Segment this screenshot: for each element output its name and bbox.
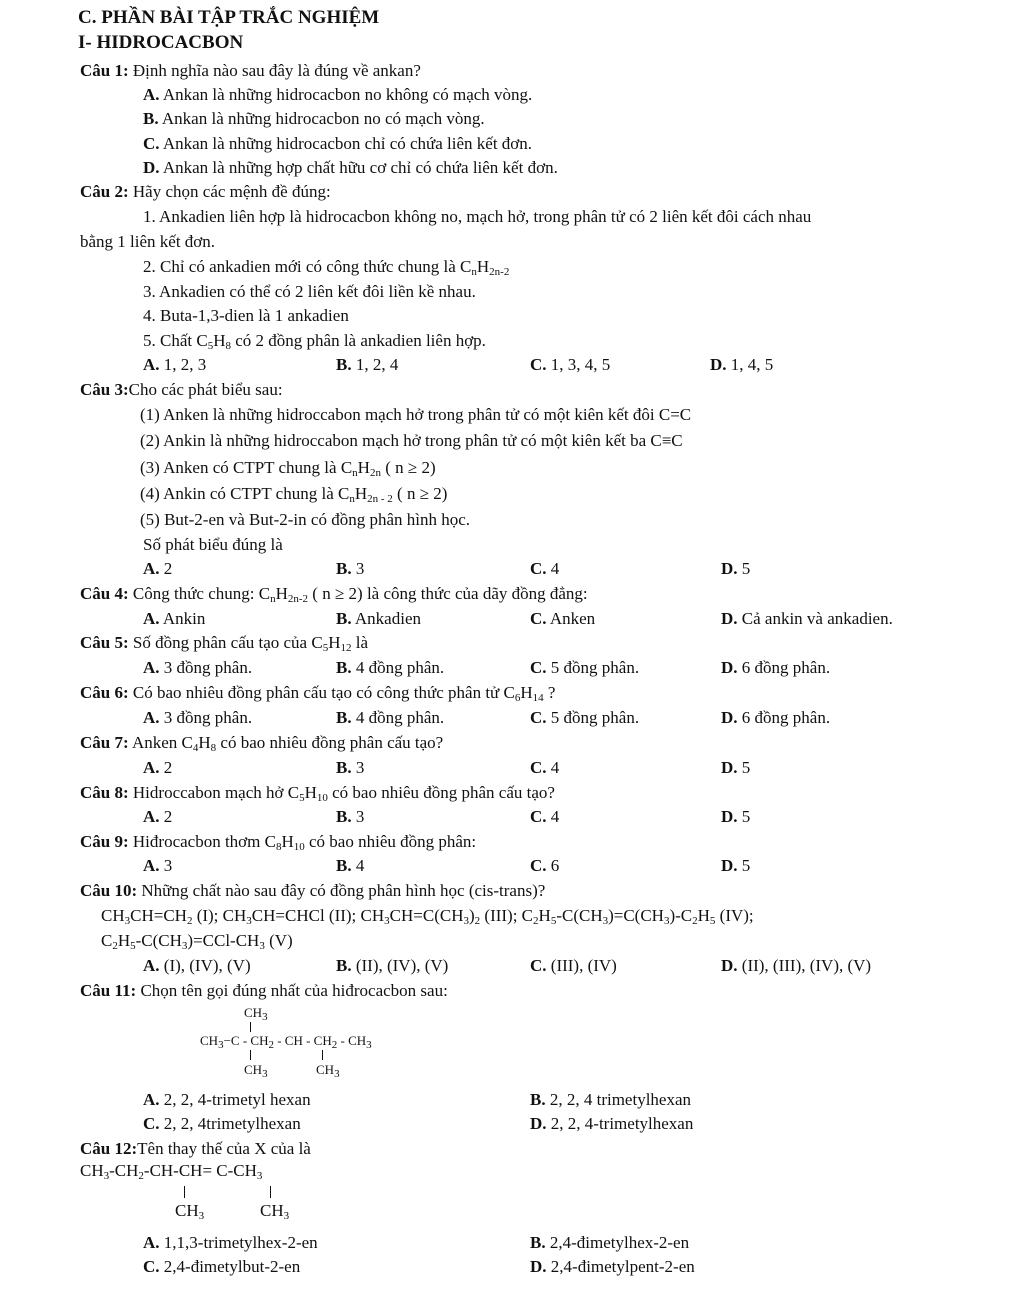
q10-formula-1-subscript: 2 xyxy=(692,915,698,927)
q11-structural-formula xyxy=(200,1005,470,1081)
q10-formula-1-subscript: 3 xyxy=(602,915,609,927)
q2-option-a: A. 1, 2, 3 xyxy=(143,355,207,374)
q10-formula-1-text: )-C xyxy=(669,906,693,925)
question-9: Câu 9: Hiđrocacbon thơm $C_8H_{10}$ có bao nhiêu đồng phân: xyxy=(80,832,477,853)
q10-formula-1-text: (III); C xyxy=(480,906,534,925)
q12-bond-2 xyxy=(270,1186,271,1198)
q10-formula-1-text: CH=CH xyxy=(130,906,187,925)
q10-formula-1-text: (I); CH xyxy=(192,906,247,925)
q2-statement-2: 2. Chỉ có ankadien mới có công thức chung là $C_nH_{2n-2}$ xyxy=(143,257,510,278)
q2-option-d: D. 1, 4, 5 xyxy=(710,355,774,374)
q6-option-b: B. 4 đồng phân. xyxy=(336,708,445,727)
q9-option-a: A. 3 xyxy=(143,856,173,875)
q2-statement-5: 5. Chất $C_5H_8$ có 2 đồng phân là ankadien liên hợp. xyxy=(143,331,486,352)
q10-option-b: B. (II), (IV), (V) xyxy=(336,956,449,975)
question-12: Câu 12:Tên thay thế của X của là xyxy=(80,1139,311,1158)
q11-main-chain: $CH_3-C - CH_2$ - CH - $CH_2 - CH_3$ xyxy=(200,1033,372,1051)
q2-option-b: B. 1, 2, 4 xyxy=(336,355,399,374)
q8-option-b: B. 3 xyxy=(336,807,365,826)
q7-option-a: A. 2 xyxy=(143,758,173,777)
q10-option-d: D. (II), (III), (IV), (V) xyxy=(721,956,872,975)
question-3: Câu 3:Cho các phát biểu sau: xyxy=(80,380,283,399)
question-10: Câu 10: Những chất nào sau đây có đồng phân hình học (cis-trans)? xyxy=(80,881,546,900)
q12-option-b: B. 2,4-đimetylhex-2-en xyxy=(530,1233,690,1252)
q10-formula-1-subscript: 3 xyxy=(463,915,469,927)
q12-bottom-methyl-2: $CH_3$ xyxy=(260,1201,290,1222)
q1-option-d: D. Ankan là những hợp chất hữu cơ chỉ có chứa liên kết đơn. xyxy=(143,158,558,177)
q10-formula-1-subscript: 5 xyxy=(550,915,557,927)
q11-top-methyl: $CH_3$ xyxy=(244,1005,268,1023)
q5-option-c: C. 5 đồng phân. xyxy=(530,658,640,677)
q10-formula-1-text: -C(CH xyxy=(556,906,603,925)
q3-statement-5: (5) But-2-en và But-2-in có đồng phân hình học. xyxy=(140,510,471,529)
q3-statement-4: (4) Ankin có CTPT chung là $C_nH_{2n - 2}$ ( n ≥ 2) xyxy=(140,484,448,505)
q4-option-c: C. Anken xyxy=(530,609,596,628)
q6-option-d: D. 6 đồng phân. xyxy=(721,708,831,727)
q10-formula-1-text: )=C(CH xyxy=(608,906,664,925)
q11-bond-bottom-1 xyxy=(250,1050,251,1060)
q10-formula-1-subscript: 2 xyxy=(533,915,539,927)
q1-option-b: B. Ankan là những hidrocacbon no có mạch vòng. xyxy=(143,109,485,128)
question-4: Câu 4: Công thức chung: $C_nH_{2n-2}$ ( n ≥ 2) là công thức của dãy đồng đẳng: xyxy=(80,584,588,605)
q3-option-a: A. 2 xyxy=(143,559,173,578)
q10-formula-1-text: CH=C(CH xyxy=(389,906,464,925)
q3-option-c: C. 4 xyxy=(530,559,560,578)
q3-option-b: B. 3 xyxy=(336,559,365,578)
q12-main-chain: $CH_3-CH_2-CH-CH= C-CH_3$ xyxy=(80,1161,263,1182)
q8-option-a: A. 2 xyxy=(143,807,173,826)
q10-formula-2-text: (V) xyxy=(264,931,293,950)
question-8: Câu 8: Hidroccabon mạch hở $C_5H_{10}$ có bao nhiêu đồng phân cấu tạo? xyxy=(80,783,555,804)
q10-formula-line-1 xyxy=(101,906,754,926)
q3-statement-3: (3) Anken có CTPT chung là $C_nH_{2n}$ ( n ≥ 2) xyxy=(140,458,436,479)
q3-statement-1: (1) Anken là những hidroccabon mạch hở trong phân tử có một kiên kết đôi C=C xyxy=(140,405,692,424)
q12-bond-1 xyxy=(184,1186,185,1198)
q7-option-d: D. 5 xyxy=(721,758,751,777)
q10-formula-1-subscript: 2 xyxy=(474,915,481,927)
q10-formula-line-2 xyxy=(101,931,293,951)
q7-option-c: C. 4 xyxy=(530,758,560,777)
q12-option-a: A. 1,1,3-trimetylhex-2-en xyxy=(143,1233,318,1252)
q2-option-c: C. 1, 3, 4, 5 xyxy=(530,355,611,374)
q10-formula-1-text: H xyxy=(697,906,710,925)
q2-statement-1: 1. Ankadien liên hợp là hidrocacbon không no, mạch hở, trong phân tử có 2 liên kết đôi cách nhau xyxy=(143,207,812,226)
question-11: Câu 11: Chọn tên gọi đúng nhất của hiđrocacbon sau: xyxy=(80,981,448,1000)
q6-option-a: A. 3 đồng phân. xyxy=(143,708,253,727)
question-5: Câu 5: Số đồng phân cấu tạo của $C_5H_{12}$ là xyxy=(80,633,369,654)
q10-formula-2-subscript: 2 xyxy=(112,940,118,952)
q3-statement-2: (2) Ankin là những hidroccabon mạch hở trong phân tử có một kiên kết ba C≡C xyxy=(140,431,683,450)
q3-option-d: D. 5 xyxy=(721,559,751,578)
q2-statement-4: 4. Buta-1,3-dien là 1 ankadien xyxy=(143,306,349,325)
q3-prompt: Số phát biểu đúng là xyxy=(143,535,283,554)
q11-bond-top xyxy=(250,1022,251,1032)
q11-bottom-methyl-2: $CH_3$ xyxy=(316,1062,340,1080)
q1-option-c: C. Ankan là những hidrocacbon chỉ có chứa liên kết đơn. xyxy=(143,134,533,153)
q2-statement-1-cont: bằng 1 liên kết đơn. xyxy=(80,232,216,251)
q9-option-d: D. 5 xyxy=(721,856,751,875)
q12-bottom-methyl-1: $CH_3$ xyxy=(175,1201,205,1222)
q4-option-d: D. Cả ankin và ankadien. xyxy=(721,609,893,628)
q11-option-b: B. 2, 2, 4 trimetylhexan xyxy=(530,1090,692,1109)
q10-formula-1-text: H xyxy=(538,906,551,925)
q9-option-c: C. 6 xyxy=(530,856,560,875)
q10-formula-2-text: -C(CH xyxy=(135,931,182,950)
q10-formula-2-subscript: 3 xyxy=(259,940,265,952)
q11-bottom-methyl-1: $CH_3$ xyxy=(244,1062,268,1080)
question-7: Câu 7: Anken $C_4H_8$ có bao nhiêu đồng phân cấu tạo? xyxy=(80,733,444,754)
q5-option-d: D. 6 đồng phân. xyxy=(721,658,831,677)
q8-option-c: C. 4 xyxy=(530,807,560,826)
q12-structural-formula xyxy=(80,1161,340,1229)
q2-statement-3: 3. Ankadien có thể có 2 liên kết đôi liền kề nhau. xyxy=(143,282,476,301)
q5-option-b: B. 4 đồng phân. xyxy=(336,658,445,677)
q10-formula-1-subscript: 3 xyxy=(124,915,131,927)
q7-option-b: B. 3 xyxy=(336,758,365,777)
q10-formula-1-text: ) xyxy=(468,906,475,925)
subsection-title: I- HIDROCACBON xyxy=(78,32,244,53)
question-1: Câu 1: Định nghĩa nào sau đây là đúng về ankan? xyxy=(80,61,421,80)
q10-option-a: A. (I), (IV), (V) xyxy=(143,956,251,975)
q10-formula-2-text: C xyxy=(101,931,113,950)
q10-formula-1-subscript: 3 xyxy=(384,915,390,927)
q10-formula-1-subscript: 2 xyxy=(186,915,193,927)
q10-formula-1-subscript: 5 xyxy=(709,915,716,927)
q1-option-a: A. Ankan là những hidrocacbon no không có mạch vòng. xyxy=(143,85,533,104)
section-title: C. PHẦN BÀI TẬP TRẮC NGHIỆM xyxy=(78,7,380,28)
q4-option-a: A. Ankin xyxy=(143,609,206,628)
q10-formula-2-text: H xyxy=(117,931,131,950)
q4-option-b: B. Ankadien xyxy=(336,609,421,628)
q9-option-b: B. 4 xyxy=(336,856,365,875)
q6-option-c: C. 5 đồng phân. xyxy=(530,708,640,727)
q10-formula-1-subscript: 3 xyxy=(663,915,670,927)
q11-bond-bottom-2 xyxy=(322,1050,323,1060)
q10-formula-1-text: (IV); xyxy=(715,906,754,925)
q10-formula-2-text: )=CCl-CH xyxy=(187,931,260,950)
q11-option-c: C. 2, 2, 4trimetylhexan xyxy=(143,1114,301,1133)
q8-option-d: D. 5 xyxy=(721,807,751,826)
question-6: Câu 6: Có bao nhiêu đồng phân cấu tạo có công thức phân tử $C_6H_{14}$ ? xyxy=(80,683,556,704)
q11-option-d: D. 2, 2, 4-trimetylhexan xyxy=(530,1114,694,1133)
q10-formula-2-subscript: 5 xyxy=(130,940,136,952)
q5-option-a: A. 3 đồng phân. xyxy=(143,658,253,677)
q10-formula-1-subscript: 3 xyxy=(246,915,252,927)
question-2: Câu 2: Hãy chọn các mệnh đề đúng: xyxy=(80,182,331,201)
q10-formula-1-text: CH=CHCl (II); CH xyxy=(251,906,385,925)
q12-option-c: C. 2,4-đimetylbut-2-en xyxy=(143,1257,301,1276)
q10-formula-2-subscript: 3 xyxy=(181,940,188,952)
q10-formula-1-text: CH xyxy=(101,906,125,925)
q10-option-c: C. (III), (IV) xyxy=(530,956,617,975)
q11-option-a: A. 2, 2, 4-trimetyl hexan xyxy=(143,1090,311,1109)
q12-option-d: D. 2,4-đimetylpent-2-en xyxy=(530,1257,695,1276)
